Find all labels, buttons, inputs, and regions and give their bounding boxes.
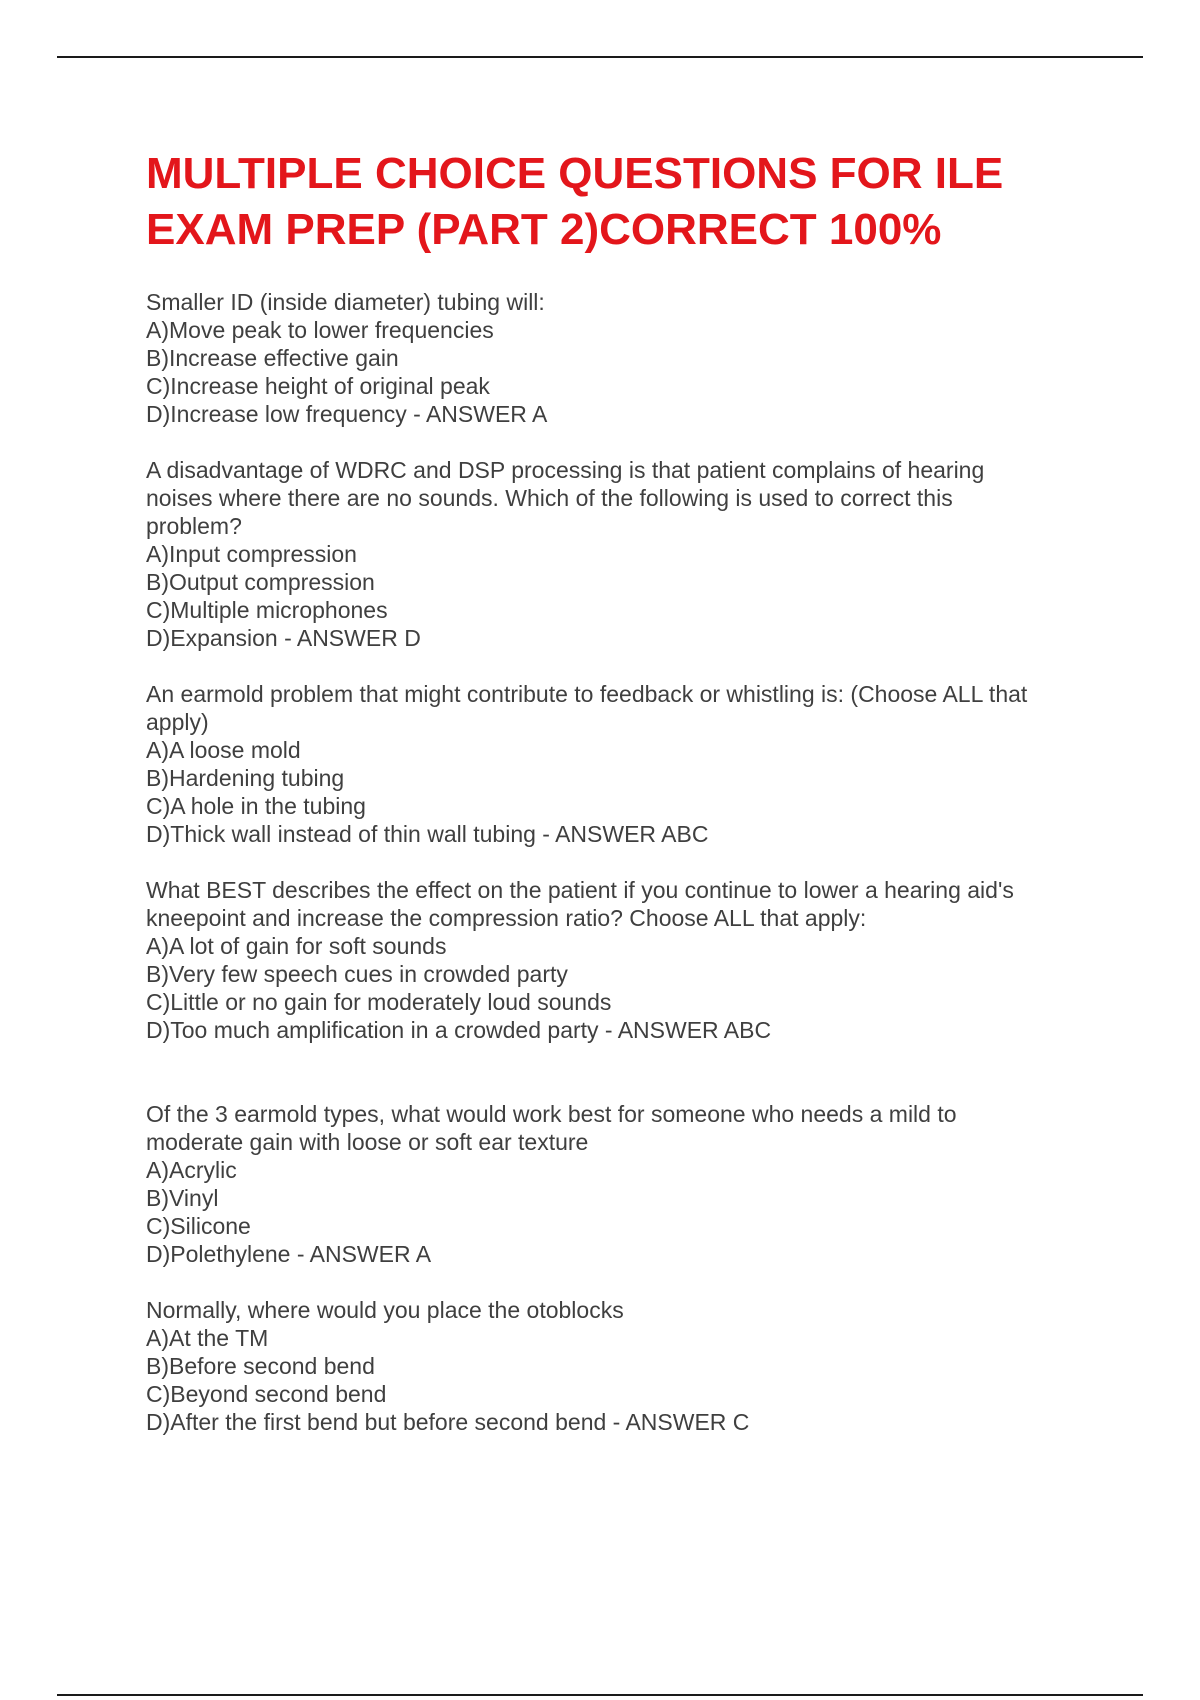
header-rule: [57, 56, 1143, 58]
option-line: C)Beyond second bend: [146, 1381, 387, 1407]
option-line: D)Polethylene - ANSWER A: [146, 1241, 432, 1267]
option-line: C)Increase height of original peak: [146, 373, 490, 399]
option-line: D)Expansion - ANSWER D: [146, 625, 421, 651]
question-block: [146, 876, 1106, 1044]
question-text: apply): [146, 709, 209, 735]
question-block: [146, 680, 1106, 848]
page-title: [146, 146, 1106, 258]
question-block: [146, 288, 1106, 428]
question-text: kneepoint and increase the compression ratio? Choose ALL that apply:: [146, 905, 867, 931]
question-text: moderate gain with loose or soft ear texture: [146, 1129, 589, 1155]
option-line: D)After the first bend but before second bend - ANSWER C: [146, 1409, 750, 1435]
title-line: EXAM PREP (PART 2)CORRECT 100%: [146, 205, 942, 254]
question-text: Smaller ID (inside diameter) tubing will:: [146, 289, 545, 315]
question-text: problem?: [146, 513, 242, 539]
question-text: An earmold problem that might contribute to feedback or whistling is: (Choose ALL that: [146, 681, 1028, 707]
option-line: C)A hole in the tubing: [146, 793, 366, 819]
question-text: What BEST describes the effect on the patient if you continue to lower a hearing aid's: [146, 877, 1014, 903]
option-line: C)Little or no gain for moderately loud sounds: [146, 989, 612, 1015]
question-block: [146, 456, 1106, 652]
option-line: B)Output compression: [146, 569, 375, 595]
option-line: B)Increase effective gain: [146, 345, 399, 371]
option-line: B)Before second bend: [146, 1353, 375, 1379]
option-line: A)At the TM: [146, 1325, 269, 1351]
option-line: C)Silicone: [146, 1213, 251, 1239]
option-line: C)Multiple microphones: [146, 597, 388, 623]
question-block: [146, 1100, 1106, 1268]
title-line: MULTIPLE CHOICE QUESTIONS FOR ILE: [146, 149, 1004, 198]
footer-rule: [57, 1694, 1143, 1696]
question-list: [146, 288, 1106, 1436]
option-line: B)Hardening tubing: [146, 765, 345, 791]
question-text: Normally, where would you place the otoblocks: [146, 1297, 624, 1323]
option-line: B)Very few speech cues in crowded party: [146, 961, 568, 987]
option-line: D)Too much amplification in a crowded party - ANSWER ABC: [146, 1017, 772, 1043]
option-line: A)Move peak to lower frequencies: [146, 317, 494, 343]
option-line: A)Input compression: [146, 541, 357, 567]
question-text: Of the 3 earmold types, what would work best for someone who needs a mild to: [146, 1101, 957, 1127]
option-line: A)A lot of gain for soft sounds: [146, 933, 447, 959]
option-line: D)Increase low frequency - ANSWER A: [146, 401, 548, 427]
option-line: A)Acrylic: [146, 1157, 237, 1183]
option-line: D)Thick wall instead of thin wall tubing - ANSWER ABC: [146, 821, 709, 847]
question-text: A disadvantage of WDRC and DSP processing is that patient complains of hearing: [146, 457, 985, 483]
question-text: noises where there are no sounds. Which of the following is used to correct this: [146, 485, 953, 511]
page-content: [146, 146, 1106, 1464]
question-block: [146, 1296, 1106, 1436]
option-line: A)A loose mold: [146, 737, 301, 763]
option-line: B)Vinyl: [146, 1185, 219, 1211]
